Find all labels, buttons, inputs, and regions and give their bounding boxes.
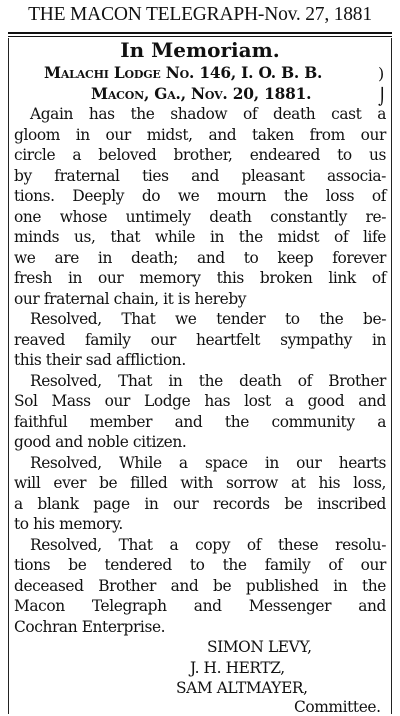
committee-label: Committee. [294,698,381,716]
signatory-name: J. H. HERTZ, [190,659,285,677]
paragraph-line: we are in death; and to keep forever [14,249,386,267]
article-heading: In Memoriam. [120,38,280,62]
paragraph-line: one whose untimely death constantly re- [14,208,386,226]
resolution-line: reaved family our heartfelt sympathy in [14,331,386,349]
resolution-line: to his memory. [14,515,123,533]
resolution-line: Resolved, While a space in our hearts [30,454,386,472]
paragraph-line: fresh in our memory this broken link of [14,269,386,287]
resolution-line: faithful member and the community a [14,413,386,431]
dateline: Macon, Ga., Nov. 20, 1881. [91,85,312,103]
masthead-rule-thick [8,32,392,34]
resolution-line: Resolved, That we tender to the be- [30,310,386,328]
resolution-line: deceased Brother and be published in the [14,577,386,595]
resolution-line: this their sad affliction. [14,351,186,369]
resolution-line: Sol Mass our Lodge has lost a good and [14,392,386,410]
resolution-line: Cochran Enterprise. [14,618,166,636]
lodge-name: Malachi Lodge No. 146, I. O. B. B. [44,64,323,82]
paragraph-line: Again has the shadow of death cast a [30,105,386,123]
resolution-line: will ever be filled with sorrow at his loss, [14,474,386,492]
signatory-name: SAM ALTMAYER, [176,679,308,697]
brace-bottom: ⌡ [378,87,387,106]
resolution-line: Macon Telegraph and Messenger and [14,597,386,615]
masthead: THE MACON TELEGRAPH-Nov. 27, 1881 [28,4,372,25]
resolution-line: tions be tendered to the family of our [14,556,386,574]
resolution-line: Resolved, That in the death of Brother [30,372,386,390]
resolution-line: Resolved, That a copy of these resolu- [30,536,386,554]
paragraph-line: by fraternal ties and pleasant associa- [14,167,386,185]
signatory-name: SIMON LEVY, [207,638,312,656]
brace-top: ) [378,64,385,83]
paragraph-line: circle a beloved brother, endeared to us [14,146,386,164]
paragraph-line: our fraternal chain, it is hereby [14,290,247,308]
masthead-rule-thin [8,36,392,37]
paragraph-line: tions. Deeply do we mourn the loss of [14,187,386,205]
resolution-line: good and noble citizen. [14,433,187,451]
paragraph-line: minds us, that while in the midst of life [14,228,386,246]
resolution-line: a blank page in our records be inscribed [14,495,386,513]
paragraph-line: gloom in our midst, and taken from our [14,126,386,144]
